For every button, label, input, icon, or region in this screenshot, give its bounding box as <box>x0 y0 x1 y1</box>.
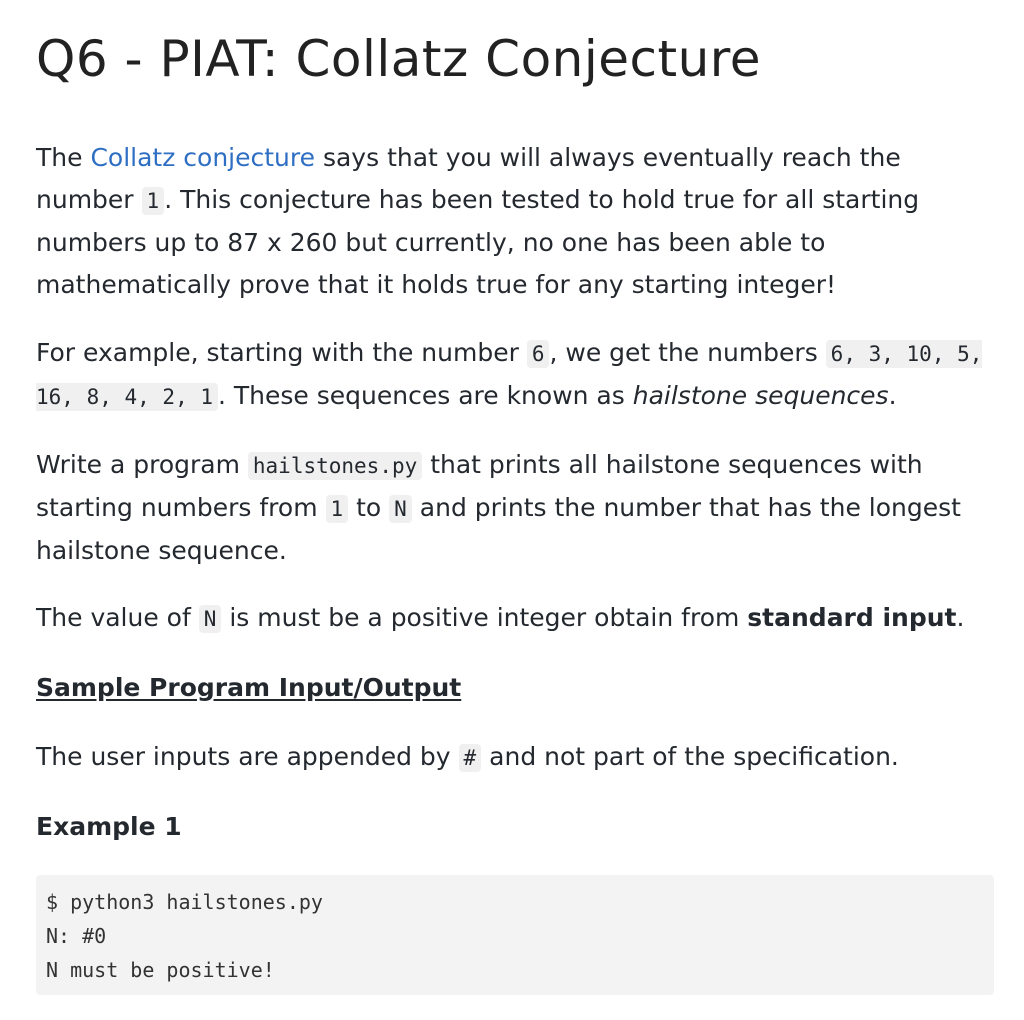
example-1-code-block <box>36 875 994 995</box>
page-title: Q6 - PIAT: Collatz Conjecture <box>36 30 762 88</box>
code-start-one: 1 <box>326 495 349 523</box>
code-n-input: N <box>199 605 222 633</box>
example-1-heading-text: Example 1 <box>36 812 182 841</box>
sample-heading <box>36 667 1006 709</box>
code-line: N must be positive! <box>46 958 275 982</box>
example-paragraph <box>36 332 1006 418</box>
task-text-3: to <box>348 493 390 522</box>
task-text-1: Write a program <box>36 450 248 479</box>
note-text-2: and not part of the specification. <box>481 742 899 771</box>
sample-heading-text: Sample Program Input/Output <box>36 673 462 702</box>
task-text-4: and prints the number that has the longest hailstone sequence. <box>36 493 961 565</box>
code-line: $ python3 hailstones.py <box>46 890 323 914</box>
code-line: N: #0 <box>46 924 107 948</box>
example-text-4: . <box>888 381 897 410</box>
input-text-3: . <box>956 603 965 632</box>
task-text-2: that prints all hailstone sequences with starting numbers from <box>36 450 923 522</box>
example-text-1: For example, starting with the number <box>36 338 527 367</box>
input-text-2: is must be a positive integer obtain from <box>221 603 748 632</box>
code-one: 1 <box>142 187 165 215</box>
collatz-conjecture-link[interactable]: Collatz conjecture <box>90 143 316 172</box>
code-six: 6 <box>527 340 550 368</box>
intro-text-1: The <box>36 143 91 172</box>
example-1-heading <box>36 806 1006 848</box>
intro-text-3: . This conjecture has been tested to hold true for all starting numbers up to 87 x 260 but currently, no one has been able to mathematically prove that it holds true for any starting integer! <box>36 185 920 299</box>
intro-text-2: says that you will always eventually reach the number <box>36 143 901 214</box>
note-paragraph <box>36 736 1006 779</box>
example-text-3: . These sequences are known as <box>218 381 633 410</box>
code-sequence: 6, 3, 10, 5, 16, 8, 4, 2, 1 <box>36 342 983 409</box>
note-text-1: The user inputs are appended by <box>36 742 459 771</box>
input-text-1: The value of <box>36 603 199 632</box>
intro-paragraph <box>36 137 1006 306</box>
hailstone-sequences-term: hailstone sequences <box>632 381 889 410</box>
code-filename: hailstones.py <box>248 452 422 480</box>
code-n: N <box>389 495 412 523</box>
code-hash: # <box>459 744 482 772</box>
example-text-2: , we get the numbers <box>549 338 826 367</box>
input-paragraph <box>36 597 1006 640</box>
standard-input-term: standard input <box>747 603 957 632</box>
task-paragraph <box>36 444 1006 572</box>
